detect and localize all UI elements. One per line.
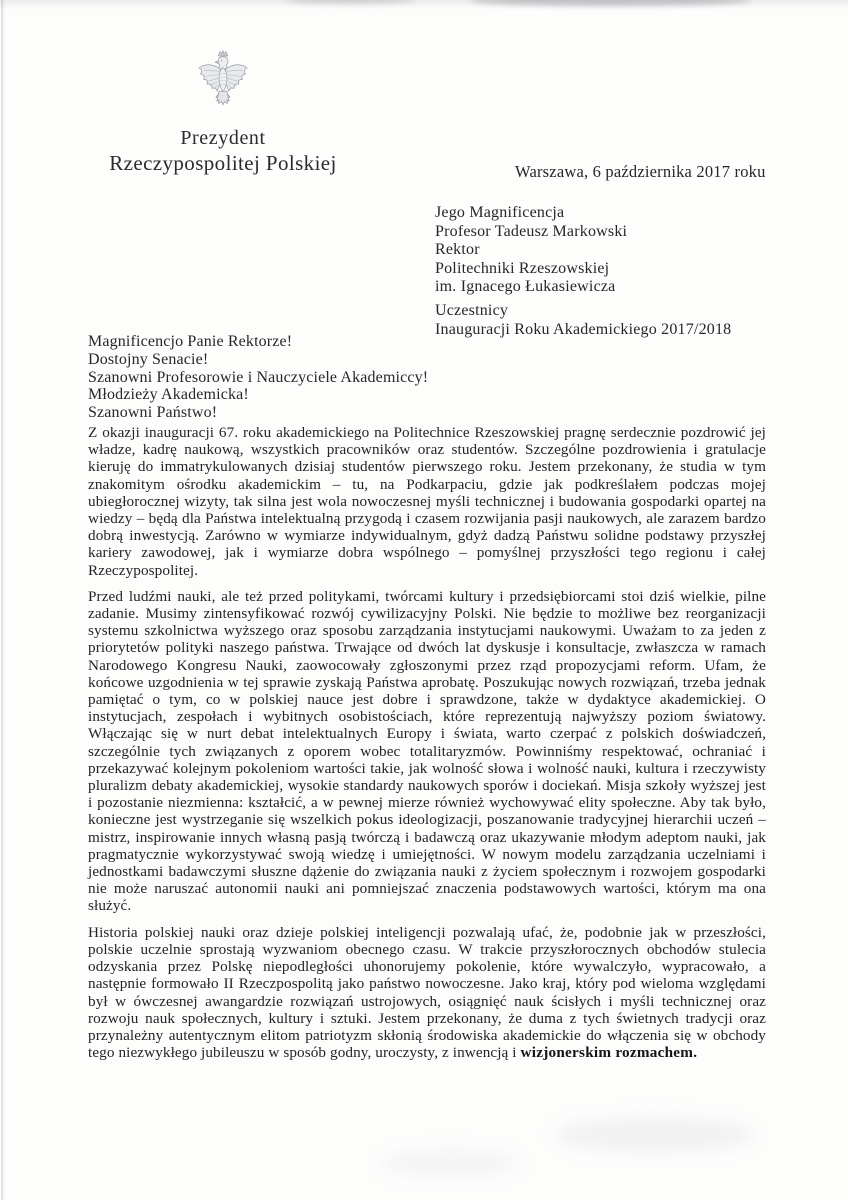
dateline: Warszawa, 6 października 2017 roku [515, 162, 766, 181]
polish-eagle-emblem-icon [194, 50, 252, 116]
addressee-line: Profesor Tadeusz Markowski [435, 222, 628, 240]
letterhead [98, 50, 348, 176]
letterhead-title-line1: Prezydent [180, 127, 266, 149]
participants-line: Uczestnicy [435, 301, 509, 319]
paragraph-3-text: Historia polskiej nauki oraz dzieje polskiej inteligencji pozwalają ufać, że, podobnie jak w przeszłości, polskie uczelnie sprostają wyzwaniom obecnego czasu. W trakcie przyszłorocznych obchodów stulecia odzyskania przez Polskę niepodległości uhonorujemy pokolenie, które wywalczyło, wypracowało, a następnie formowało II Rzeczpospolitą jako państwo nowoczesne. Jako kraj, który pod wieloma względami był w ówczesnej awangardzie rozwiązań ustrojowych, osiągnięć nauk ścisłych i myśli technicznej oraz rozwoju nauk społecznych, kultury i sztuki. Jestem przekonany, że duma z tych świetnych tradycji oraz przynależny autentycznym elitom patriotyzm skłonią środowiska akademickie do włączenia się w obchody tego niezwykłego jubileuszu w sposób godny, uroczysty, z inwencją i [88, 923, 766, 1062]
salutation-block [88, 333, 428, 422]
addressee-line: Politechniki Rzeszowskiej [435, 259, 610, 277]
scan-artifact [555, 1118, 755, 1152]
salutation-line: Szanowni Profesorowie i Nauczyciele Akademiccy! [88, 368, 429, 386]
addressee-line: im. Ignacego Łukasiewicza [435, 278, 616, 296]
addressee-line: Rektor [435, 241, 480, 259]
paragraph-3 [88, 924, 766, 1062]
salutation-line: Dostojny Senacie! [88, 350, 209, 368]
closing-emphasis: wizjonerskim rozmachem. [520, 1044, 698, 1062]
addressee-line: Jego Magnificencja [435, 204, 565, 221]
paragraph-2: Przed ludźmi nauki, ale też przed politykami, twórcami kultury i przedsiębiorcami stoi dziś wielkie, pilne zadanie. Musimy zintensyfikować rozwój cywilizacyjny Polski. Nie będzie to możliwe bez reorganizacji systemu szkolnictwa wyższego oraz sposobu zarządzania instytucjami naukowymi. Uważam to za jeden z priorytetów polityki naszego państwa. Trwające od dwóch lat dyskusje i konsultacje, zwłaszcza w ramach Narodowego Kongresu Nauki, zaowocowały zgłoszonymi przez rząd propozycjami reform. Ufam, że końcowe uzgodnienia w tej sprawie zyskają Państwa aprobatę. Poszukując nowych rozwiązań, trzeba jednak pamiętać o tym, co w polskiej nauce jest dobre i sprawdzone, także w dydaktyce akademickiej. O instytucjach, zespołach i wybitnych osobistościach, które reprezentują najwyższy poziom światowy. Włączając się w nurt debat intelektualnych Europy i świata, warto czerpać z polskich doświadczeń, szczególnie tych związanych z oporem wobec totalitaryzmów. Powinniśmy respektować, ochraniać i przekazywać kolejnym pokoleniom wartości takie, jak wolność słowa i wolność nauki, kultura i rzeczywisty pluralizm debaty akademickiej, wysokie standardy naukowych sporów i dociekań. Misja szkoły wyższej jest i pozostanie niezmienna: kształcić, a w pewnej mierze również wychowywać elity społeczne. Aby tak było, konieczne jest wystrzeganie się wszelkich pokus ideologizacji, poszanowanie tradycyjnej hierarchii uczeń – mistrz, inspirowanie innych własną pasją twórczą i badawczą oraz ukazywanie młodym adeptom nauki, jak pragmatycznie wykorzystywać swoją wiedzę i umiejętności. W nowym modelu zarządzania uczelniami i jednostkami badawczymi słuszne dążenie do związania nauki z życiem społecznym i rozwojem gospodarki nie może naruszać autonomii nauki ani pomniejszać znaczenia podstawowych wartości, którym ma ona służyć. [88, 587, 766, 915]
salutation-line: Młodzieży Akademicka! [88, 386, 249, 404]
scan-artifact [380, 1150, 520, 1176]
participants-block [435, 302, 731, 339]
scan-edge-artifact [1, 0, 5, 1200]
letterhead-title-line2: Rzeczypospolitej Polskiej [109, 151, 337, 175]
salutation-line: Szanowni Państwo! [88, 404, 218, 422]
salutation-line: Magnificencjo Panie Rektorze! [88, 333, 293, 350]
letter-body [88, 424, 766, 1070]
paragraph-1: Z okazji inauguracji 67. roku akademickiego na Politechnice Rzeszowskiej pragnę serdecznie pozdrowić jej władze, kadrę naukową, wszystkich pracowników oraz studentów. Szczególne pozdrowienia i gratulacje kieruję do immatrykulowanych dzisiaj studentów pierwszego roku. Jestem przekonany, że studia w tym znakomitym ośrodku akademickim – tu, na Podkarpaciu, gdzie jak podkreślałem podczas mojej ubiegłorocznej wizyty, tak silna jest wola nowoczesnej myśli technicznej i budowania gospodarki opartej na wiedzy – będą dla Państwa intelektualną przygodą i czasem rozwijania pasji naukowych, ale zarazem bardzo dobrą inwestycją. Zarówno w wymiarze indywidualnym, gdyż dadzą Państwu solidne podstawy przyszłej kariery zawodowej, jak i wymiarze dobra wspólnego – pomyślnej przyszłości tego regionu i całej Rzeczypospolitej. [88, 424, 766, 579]
scan-shadow-artifact [0, 0, 848, 9]
addressee-block [435, 204, 731, 339]
participants-line: Inauguracji Roku Akademickiego 2017/2018 [435, 320, 732, 338]
